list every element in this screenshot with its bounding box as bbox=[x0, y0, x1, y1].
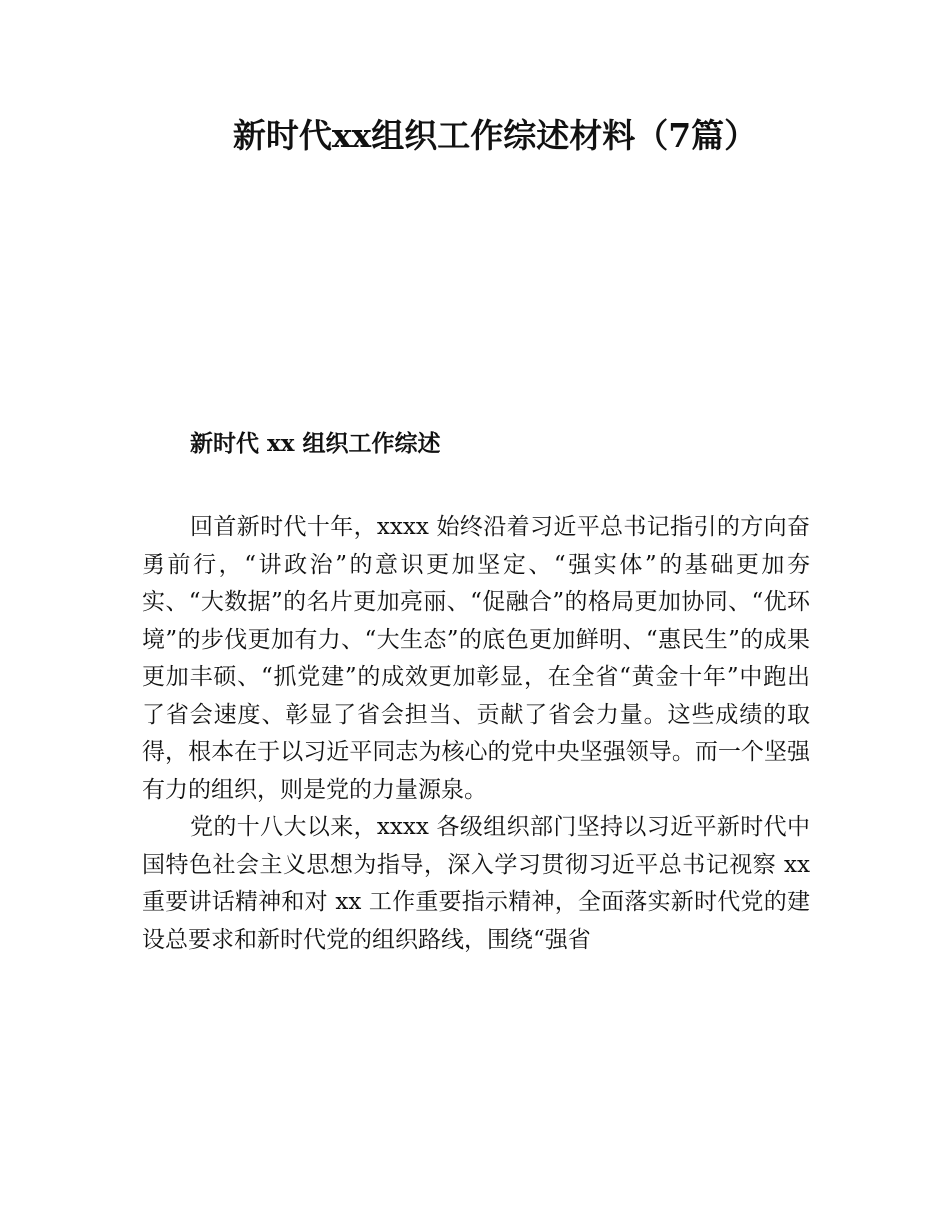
paragraph-1: 回首新时代十年，xxxx 始终沿着习近平总书记指引的方向奋勇前行，“讲政治”的意识更加坚定、“强实体”的基础更加夯实、“大数据”的名片更加亮丽、“促融合”的格局更加协同、“优环境”的步伐更加有力、“大生态”的底色更加鲜明、“惠民生”的成果更加丰硕、“抓党建”的成效更加彰显，在全省“黄金十年”中跑出了省会速度、彰显了省会担当、贡献了省会力量。这些成绩的取得，根本在于以习近平同志为核心的党中央坚强领导。而一个坚强有力的组织，则是党的力量源泉。 bbox=[142, 514, 810, 803]
body-text bbox=[142, 509, 810, 959]
section-heading: 新时代 xx 组织工作综述 bbox=[190, 430, 441, 457]
paragraph-2: 党的十八大以来，xxxx 各级组织部门坚持以习近平新时代中国特色社会主义思想为指导，深入学习贯彻习近平总书记视察 xx 重要讲话精神和对 xx 工作重要指示精神，全面落实新时代党的建设总要求和新时代党的组织路线，围绕“强省 bbox=[142, 814, 810, 953]
document-title: 新时代xx组织工作综述材料（7篇） bbox=[232, 116, 758, 155]
